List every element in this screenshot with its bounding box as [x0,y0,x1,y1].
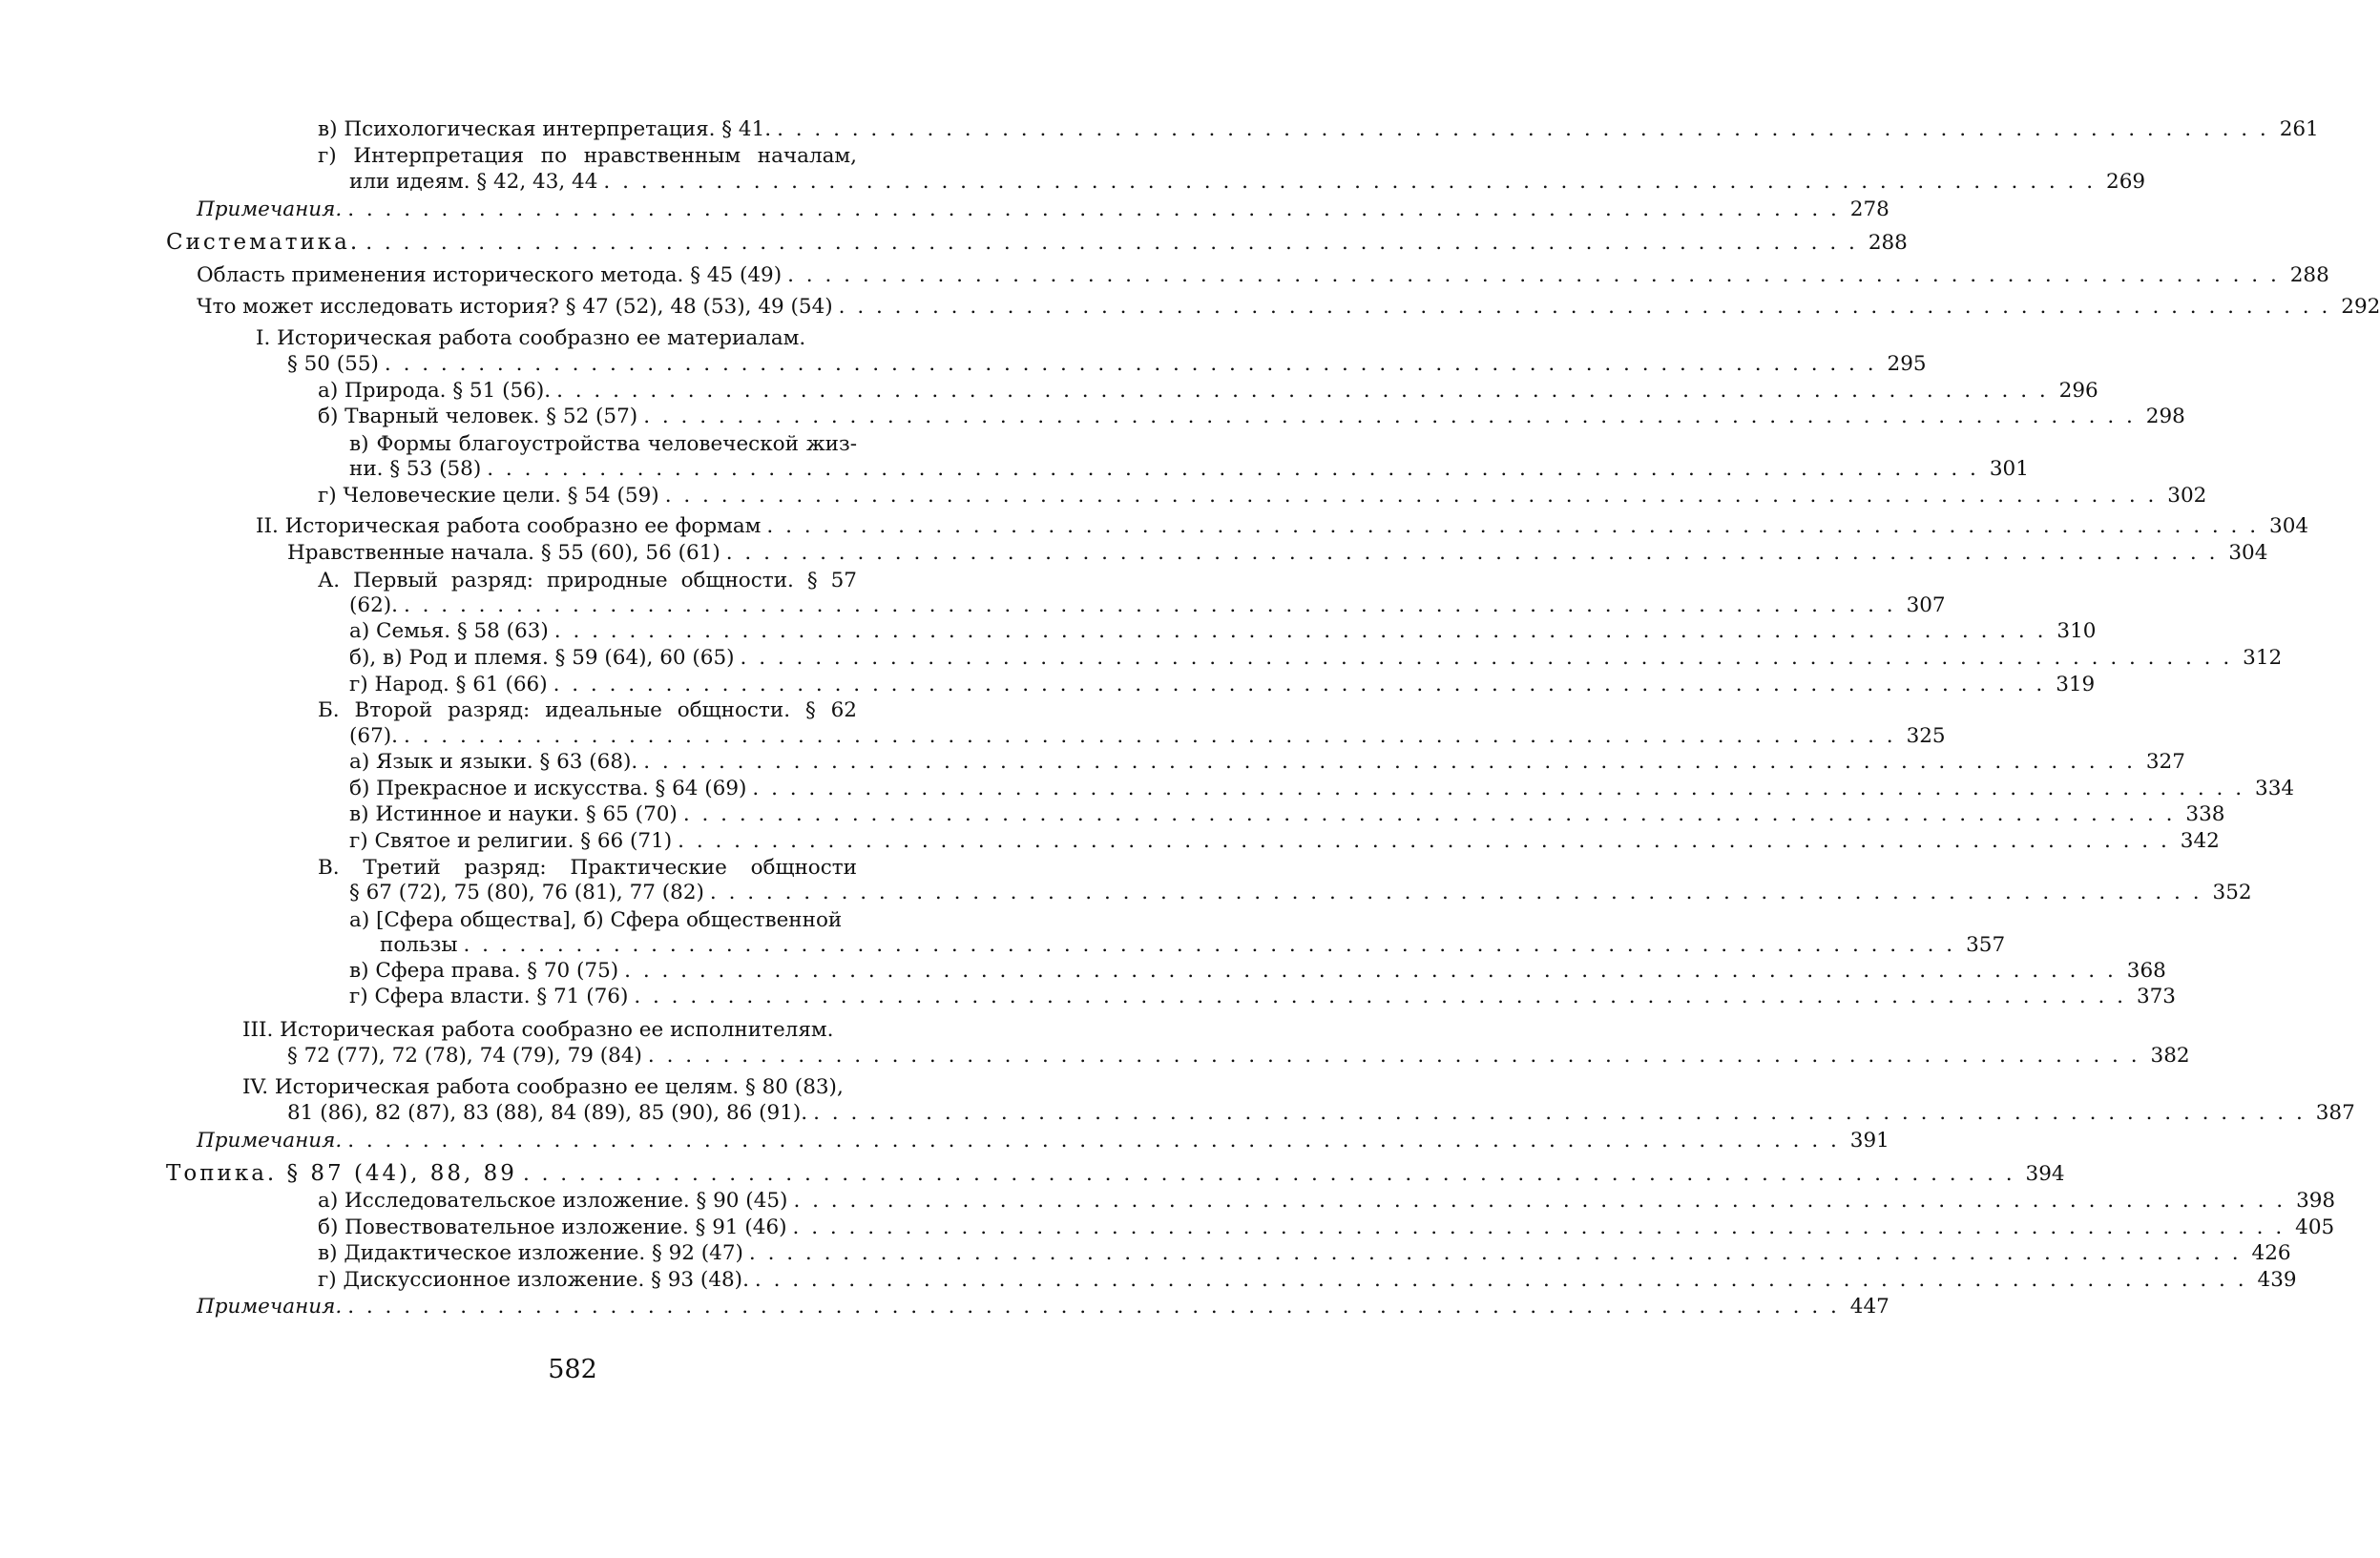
toc-entry [287,1042,2190,1070]
toc-entry [349,957,2166,986]
toc-entry-page: 304 [2269,514,2309,538]
toc-entry-title: IV. Историческая работа сообразно ее целям. § 80 (83), [242,1075,844,1099]
toc-entry [318,1266,2297,1295]
toc-entry-title: а) Исследовательское изложение. § 90 (45) [318,1189,788,1213]
toc-entry-title: б) Тварный человек. § 52 (57) [318,405,638,428]
toc-entry [256,512,2309,541]
toc-entry-title: I. Историческая работа сообразно ее материалам. [256,326,806,350]
toc-entry-page: 261 [2279,117,2319,141]
dot-leader: . . . . . . . . . . . . . . . . . . . . . . . . . . . . . . . . . . . . . . . . . . . . . . . . . . . . . . . . . . . . . . . . . . . . . . . . . . . . . . . . [787,263,2280,287]
toc-entry-page: 342 [2180,829,2220,853]
dot-leader: . . . . . . . . . . . . . . . . . . . . . . . . . . . . . . . . . . . . . . . . . . . . . . . . . . . . . . . . . . . . . . . . . . . . . . . . . . . . . . . . [553,619,2047,643]
toc-entry-title: Примечания. [197,1129,343,1153]
toc-entry-page: 292 [2341,295,2380,319]
toc-entry-title: Область применения исторического метода. § 45 (49) [197,263,783,287]
dot-leader: . . . . . . . . . . . . . . . . . . . . . . . . . . . . . . . . . . . . . . . . . . . . . . . . . . . . . . . . . . . . . . . . . . . . . . . . . . . . . . . . [403,593,1896,617]
toc-entry-title: § 50 (55) [287,352,379,376]
toc-entry-title: а) [Сфера общества], б) Сфера общественной [349,908,843,932]
toc-entry-page: 405 [2295,1215,2335,1239]
dot-leader: . . . . . . . . . . . . . . . . . . . . . . . . . . . . . . . . . . . . . . . . . . . . . . . . . . . . . . . . . . . . . . . . . . . . . . . . . . . . . . . . [634,985,2126,1008]
toc-entry [318,1214,2335,1242]
toc-entry [380,931,2006,960]
toc-entry-title: Примечания. [197,197,343,221]
toc-entry-title: или идеям. § 42, 43, 44 [349,170,598,194]
toc-entry-page: 269 [2106,170,2146,194]
toc-entry-page: 447 [1849,1295,1889,1319]
toc-entry-page: 278 [1849,197,1889,221]
toc-entry [166,1159,2065,1188]
toc-entry [197,261,2329,290]
toc-entry-title: (67). [349,724,398,748]
toc-entry-title: (62). [349,593,398,617]
toc-entry [287,539,2268,568]
dot-leader: . . . . . . . . . . . . . . . . . . . . . . . . . . . . . . . . . . . . . . . . . . . . . . . . . . . . . . . . . . . . . . . . . . . . . . . . . . . . . . . . [643,750,2136,774]
toc-entry [318,482,2207,510]
toc-entry-title: Нравственные начала. § 55 (60), 56 (61) [287,541,720,565]
dot-leader: . . . . . . . . . . . . . . . . . . . . . . . . . . . . . . . . . . . . . . . . . . . . . . . . . . . . . . . . . . . . . . . . . . . . . . . . . . . . . . . . [754,1268,2247,1292]
toc-entry-title: а) Семья. § 58 (63) [349,619,549,643]
dot-leader: . . . . . . . . . . . . . . . . . . . . . . . . . . . . . . . . . . . . . . . . . . . . . . . . . . . . . . . . . . . . . . . . . . . . . . . . . . . . . . . . [556,379,2049,403]
toc-entry-page: 288 [2289,263,2329,287]
toc-entry-title: III. Историческая работа сообразно ее исполнителям. [242,1018,834,1042]
toc-entry-page: 327 [2145,750,2185,774]
toc-entry-title: в) Истинное и науки. § 65 (70) [349,802,678,826]
toc-entry-title: В. Третий разряд: Практические общности [318,856,857,880]
toc-entry-page: 304 [2228,541,2268,565]
toc-entry-title: а) Язык и языки. § 63 (68). [349,750,638,774]
dot-leader: . . . . . . . . . . . . . . . . . . . . . . . . . . . . . . . . . . . . . . . . . . . . . . . . . . . . . . . . . . . . . . . . . . . . . . . . . . . . . . . . [709,881,2203,904]
toc-entry [349,800,2225,829]
toc-entry-page: 426 [2251,1241,2291,1265]
toc-entry [197,1127,1889,1155]
toc-entry-page: 312 [2243,646,2283,670]
toc-entry [349,879,2252,907]
dot-leader: . . . . . . . . . . . . . . . . . . . . . . . . . . . . . . . . . . . . . . . . . . . . . . . . . . . . . . . . . . . . . . . . . . . . . . . . . . . . . . . . [766,514,2260,538]
toc-entry [349,748,2185,777]
toc-entry-page: 368 [2126,959,2166,983]
dot-leader: . . . . . . . . . . . . . . . . . . . . . . . . . . . . . . . . . . . . . . . . . . . . . . . . . . . . . . . . . . . . . . . . . . . . . . . . . . . . . . . . [740,646,2233,670]
toc-entry-title: в) Психологическая интерпретация. § 41. [318,117,772,141]
toc-entry [318,142,857,171]
toc-entry-page: 357 [1966,933,2006,957]
dot-leader: . . . . . . . . . . . . . . . . . . . . . . . . . . . . . . . . . . . . . . . . . . . . . . . . . . . . . . . . . . . . . . . . . . . . . . . . . . . . . . . . [463,933,1956,957]
toc-entry [242,1016,838,1045]
dot-leader: . . . . . . . . . . . . . . . . . . . . . . . . . . . . . . . . . . . . . . . . . . . . . . . . . . . . . . . . . . . . . . . . . . . . . . . . . . . . . . . . [487,457,1979,481]
dot-leader: . . . . . . . . . . . . . . . . . . . . . . . . . . . . . . . . . . . . . . . . . . . . . . . . . . . . . . . . . . . . . . . . . . . . . . . . . . . . . . . . [522,1162,2015,1186]
toc-entry-title: II. Историческая работа сообразно ее формам [256,514,762,538]
toc-entry-page: 298 [2145,405,2185,428]
toc-entry-title: § 67 (72), 75 (80), 76 (81), 77 (82) [349,881,704,904]
toc-entry-title: б), в) Род и племя. § 59 (64), 60 (65) [349,646,735,670]
toc-entry-title: Что может исследовать история? § 47 (52), 48 (53), 49 (54) [197,295,833,319]
toc-entry-page: 398 [2296,1189,2336,1213]
dot-leader: . . . . . . . . . . . . . . . . . . . . . . . . . . . . . . . . . . . . . . . . . . . . . . . . . . . . . . . . . . . . . . . . . . . . . . . . . . . . . . . . [603,170,2097,194]
dot-leader: . . . . . . . . . . . . . . . . . . . . . . . . . . . . . . . . . . . . . . . . . . . . . . . . . . . . . . . . . . . . . . . . . . . . . . . . . . . . . . . . [752,777,2245,800]
toc-entry-title: г) Дискуссионное изложение. § 93 (48). [318,1268,749,1292]
toc-entry-title: пользы [380,933,458,957]
toc-entry [197,293,2380,322]
dot-leader: . . . . . . . . . . . . . . . . . . . . . . . . . . . . . . . . . . . . . . . . . . . . . . . . . . . . . . . . . . . . . . . . . . . . . . . . . . . . . . . . [777,117,2269,141]
toc-entry-page: 325 [1906,724,1946,748]
toc-entry-page: 301 [1989,457,2029,481]
toc-entry [318,1187,2336,1215]
dot-leader: . . . . . . . . . . . . . . . . . . . . . . . . . . . . . . . . . . . . . . . . . . . . . . . . . . . . . . . . . . . . . . . . . . . . . . . . . . . . . . . . [792,1215,2286,1239]
dot-leader: . . . . . . . . . . . . . . . . . . . . . . . . . . . . . . . . . . . . . . . . . . . . . . . . . . . . . . . . . . . . . . . . . . . . . . . . . . . . . . . . [838,295,2331,319]
toc-entry-title: § 72 (77), 72 (78), 74 (79), 79 (84) [287,1044,642,1068]
dot-leader: . . . . . . . . . . . . . . . . . . . . . . . . . . . . . . . . . . . . . . . . . . . . . . . . . . . . . . . . . . . . . . . . . . . . . . . . . . . . . . . . [365,231,1858,255]
toc-entry [287,1099,2355,1128]
toc-entry-title: г) Интерпретация по нравственным началам, [318,144,857,168]
toc-entry-title: в) Сфера права. § 70 (75) [349,959,619,983]
dot-leader: . . . . . . . . . . . . . . . . . . . . . . . . . . . . . . . . . . . . . . . . . . . . . . . . . . . . . . . . . . . . . . . . . . . . . . . . . . . . . . . . [347,1295,1840,1319]
dot-leader: . . . . . . . . . . . . . . . . . . . . . . . . . . . . . . . . . . . . . . . . . . . . . . . . . . . . . . . . . . . . . . . . . . . . . . . . . . . . . . . . [682,802,2176,826]
toc-entry-page: 387 [2315,1101,2355,1125]
toc-entry [318,115,2319,144]
dot-leader: . . . . . . . . . . . . . . . . . . . . . . . . . . . . . . . . . . . . . . . . . . . . . . . . . . . . . . . . . . . . . . . . . . . . . . . . . . . . . . . . [664,484,2158,508]
toc-entry-title: а) Природа. § 51 (56). [318,379,552,403]
dot-leader: . . . . . . . . . . . . . . . . . . . . . . . . . . . . . . . . . . . . . . . . . . . . . . . . . . . . . . . . . . . . . . . . . . . . . . . . . . . . . . . . [678,829,2170,853]
toc-entry-title: г) Народ. § 61 (66) [349,673,548,696]
toc-entry-title: Систематика. [166,230,361,255]
toc-entry [242,1073,857,1102]
toc-entry-page: 439 [2257,1268,2297,1292]
toc-entry-page: 319 [2056,673,2096,696]
toc-entry [197,1293,1889,1321]
dot-leader: . . . . . . . . . . . . . . . . . . . . . . . . . . . . . . . . . . . . . . . . . . . . . . . . . . . . . . . . . . . . . . . . . . . . . . . . . . . . . . . . [347,197,1840,221]
dot-leader: . . . . . . . . . . . . . . . . . . . . . . . . . . . . . . . . . . . . . . . . . . . . . . . . . . . . . . . . . . . . . . . . . . . . . . . . . . . . . . . . [553,673,2046,696]
page-number: 582 [548,1355,597,1384]
toc-entry-title: ни. § 53 (58) [349,457,482,481]
toc-entry-title: г) Человеческие цели. § 54 (59) [318,484,659,508]
toc-entry-page: 334 [2255,777,2295,800]
toc-entry-title: в) Дидактическое изложение. § 92 (47) [318,1241,743,1265]
dot-leader: . . . . . . . . . . . . . . . . . . . . . . . . . . . . . . . . . . . . . . . . . . . . . . . . . . . . . . . . . . . . . . . . . . . . . . . . . . . . . . . . [725,541,2219,565]
toc-entry-page: 307 [1906,593,1946,617]
dot-leader: . . . . . . . . . . . . . . . . . . . . . . . . . . . . . . . . . . . . . . . . . . . . . . . . . . . . . . . . . . . . . . . . . . . . . . . . . . . . . . . . [647,1044,2140,1068]
toc-entry-title: А. Первый разряд: природные общности. § 57 [318,569,857,592]
toc-entry-title: г) Святое и религии. § 66 (71) [349,829,673,853]
toc-entry-title: г) Сфера власти. § 71 (76) [349,985,629,1008]
toc-entry-page: 352 [2212,881,2252,904]
toc-entry [349,983,2176,1011]
toc-entry-title: 81 (86), 82 (87), 83 (88), 84 (89), 85 (90), 86 (91). [287,1101,808,1125]
toc-entry-page: 310 [2056,619,2097,643]
toc-entry [349,671,2096,699]
toc-entry-page: 295 [1887,352,1927,376]
toc-entry-page: 338 [2185,802,2225,826]
toc-entry-page: 288 [1868,231,1908,255]
dot-leader: . . . . . . . . . . . . . . . . . . . . . . . . . . . . . . . . . . . . . . . . . . . . . . . . . . . . . . . . . . . . . . . . . . . . . . . . . . . . . . . . [793,1189,2286,1213]
toc-entry [287,350,1927,379]
dot-leader: . . . . . . . . . . . . . . . . . . . . . . . . . . . . . . . . . . . . . . . . . . . . . . . . . . . . . . . . . . . . . . . . . . . . . . . . . . . . . . . . [813,1101,2306,1125]
toc-entry [318,696,857,725]
dot-leader: . . . . . . . . . . . . . . . . . . . . . . . . . . . . . . . . . . . . . . . . . . . . . . . . . . . . . . . . . . . . . . . . . . . . . . . . . . . . . . . . [624,959,2117,983]
toc-entry-page: 302 [2167,484,2207,508]
toc-entry-title: б) Повествовательное изложение. § 91 (46) [318,1215,787,1239]
toc-entry-page: 373 [2136,985,2176,1008]
toc-entry-title: в) Формы благоустройства человеческой жиз- [349,432,857,456]
toc-entry [349,722,1946,751]
dot-leader: . . . . . . . . . . . . . . . . . . . . . . . . . . . . . . . . . . . . . . . . . . . . . . . . . . . . . . . . . . . . . . . . . . . . . . . . . . . . . . . . [403,724,1896,748]
toc-entry [349,592,1946,620]
toc-entry [256,324,811,353]
toc-entry-title: Топика. § 87 (44), 88, 89 [166,1161,517,1186]
dot-leader: . . . . . . . . . . . . . . . . . . . . . . . . . . . . . . . . . . . . . . . . . . . . . . . . . . . . . . . . . . . . . . . . . . . . . . . . . . . . . . . . [643,405,2136,428]
toc-entry [166,228,1908,257]
toc-entry-page: 391 [1849,1129,1889,1153]
toc-entry [349,168,2146,197]
toc-entry [318,1239,2291,1268]
toc-entry [318,377,2098,405]
toc-entry [349,644,2283,673]
toc-entry-page: 296 [2058,379,2098,403]
toc-entry [197,196,1889,224]
toc-entry [318,403,2185,431]
toc-entry [349,455,2029,484]
dot-leader: . . . . . . . . . . . . . . . . . . . . . . . . . . . . . . . . . . . . . . . . . . . . . . . . . . . . . . . . . . . . . . . . . . . . . . . . . . . . . . . . [347,1129,1840,1153]
dot-leader: . . . . . . . . . . . . . . . . . . . . . . . . . . . . . . . . . . . . . . . . . . . . . . . . . . . . . . . . . . . . . . . . . . . . . . . . . . . . . . . . [748,1241,2242,1265]
toc-entry-title: б) Прекрасное и искусства. § 64 (69) [349,777,747,800]
toc-entry-page: 382 [2150,1044,2190,1068]
toc-entry [349,617,2097,646]
toc-entry-title: Примечания. [197,1295,343,1319]
toc-entry-page: 394 [2025,1162,2065,1186]
toc-entry [349,775,2295,803]
toc-entry [349,827,2220,856]
toc-entry-title: Б. Второй разряд: идеальные общности. § 62 [318,698,857,722]
dot-leader: . . . . . . . . . . . . . . . . . . . . . . . . . . . . . . . . . . . . . . . . . . . . . . . . . . . . . . . . . . . . . . . . . . . . . . . . . . . . . . . . [384,352,1877,376]
